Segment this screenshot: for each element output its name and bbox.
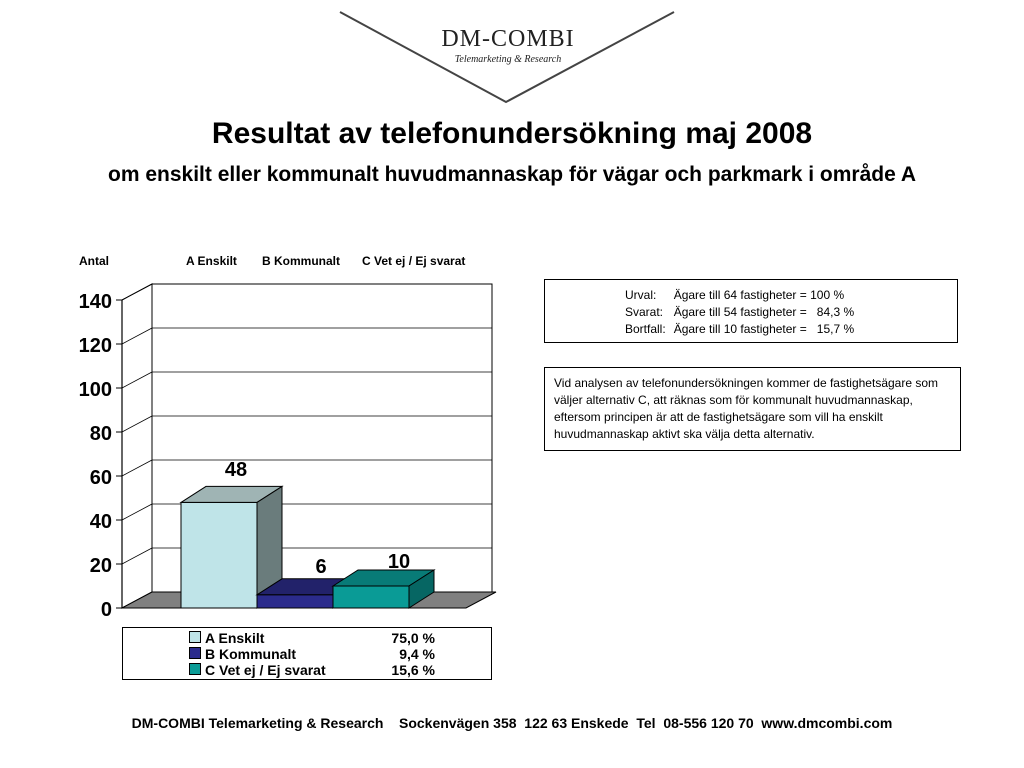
y-tick-label: 140 [78,291,112,313]
y-axis-label: Antal [79,254,109,268]
y-tick-label: 20 [89,555,112,577]
stats-label: Svarat: [625,305,664,319]
analysis-note: Vid analysen av telefonundersökningen kommer de fastighetsägare som väljer alternativ C, att räknas som för kommunalt huvudmannaskap, eftersom principen är att de fastighetsägare som vill ha enskilt huvudmannaskap aktivt ska välja detta alternativ. [544,367,961,451]
y-tick-label: 40 [89,511,112,533]
legend-label-b: B Kommunalt [205,646,296,662]
logo-tagline: Telemarketing & Research [454,54,562,65]
sample-stats-table [625,287,862,338]
logo-name: DM-COMBI [441,26,575,52]
legend-percent-b: 9,4 % [399,646,435,662]
y-tick-label: 0 [100,599,112,621]
legend-item-b [189,646,435,663]
legend-label-a: A Enskilt [205,630,265,646]
legend-swatch-c [189,663,201,675]
chart-side-wall [122,284,152,608]
bar-data-label: 6 [315,556,327,578]
page-subtitle: om enskilt eller kommunalt huvudmannaskap för vägar och parkmark i område A [108,163,916,186]
bar-data-label: 10 [387,551,411,573]
header-series-c: C Vet ej / Ej svarat [362,254,466,268]
header-series-a: A Enskilt [186,254,237,268]
y-tick-label: 120 [78,335,112,357]
sample-stats-box [544,279,958,343]
header-series-b: B Kommunalt [262,254,340,268]
legend-percent-c: 15,6 % [391,662,435,678]
legend-percent-a: 75,0 % [391,630,435,646]
stats-value: Ägare till 10 fastigheter = 15,7 % [673,322,855,336]
stats-label: Urval: [625,288,657,302]
legend-swatch-a [189,631,201,643]
stats-value: Ägare till 64 fastigheter = 100 % [673,288,845,302]
page-title: Resultat av telefonundersökning maj 2008 [211,117,813,150]
stats-value: Ägare till 54 fastigheter = 84,3 % [673,305,855,319]
company-logo [338,10,678,106]
chart-legend [122,627,492,680]
y-tick-label: 60 [89,467,112,489]
stats-row [625,321,862,338]
legend-swatch-b [189,647,201,659]
y-tick-label: 80 [89,423,112,445]
stats-row [625,287,862,304]
stats-row [625,304,862,321]
legend-item-a [189,630,435,647]
bar-front [181,502,257,608]
bar-data-label: 48 [224,459,248,481]
legend-label-c: C Vet ej / Ej svarat [205,662,326,678]
y-tick-label: 100 [78,379,112,401]
legend-item-c [189,662,435,679]
bar-front [333,586,409,608]
footer-contact: DM-COMBI Telemarketing & Research Sockenvägen 358 122 63 Enskede Tel 08-556 120 70 www.dmcombi.com [131,715,893,731]
bar-front [257,595,333,608]
stats-label: Bortfall: [625,322,666,336]
